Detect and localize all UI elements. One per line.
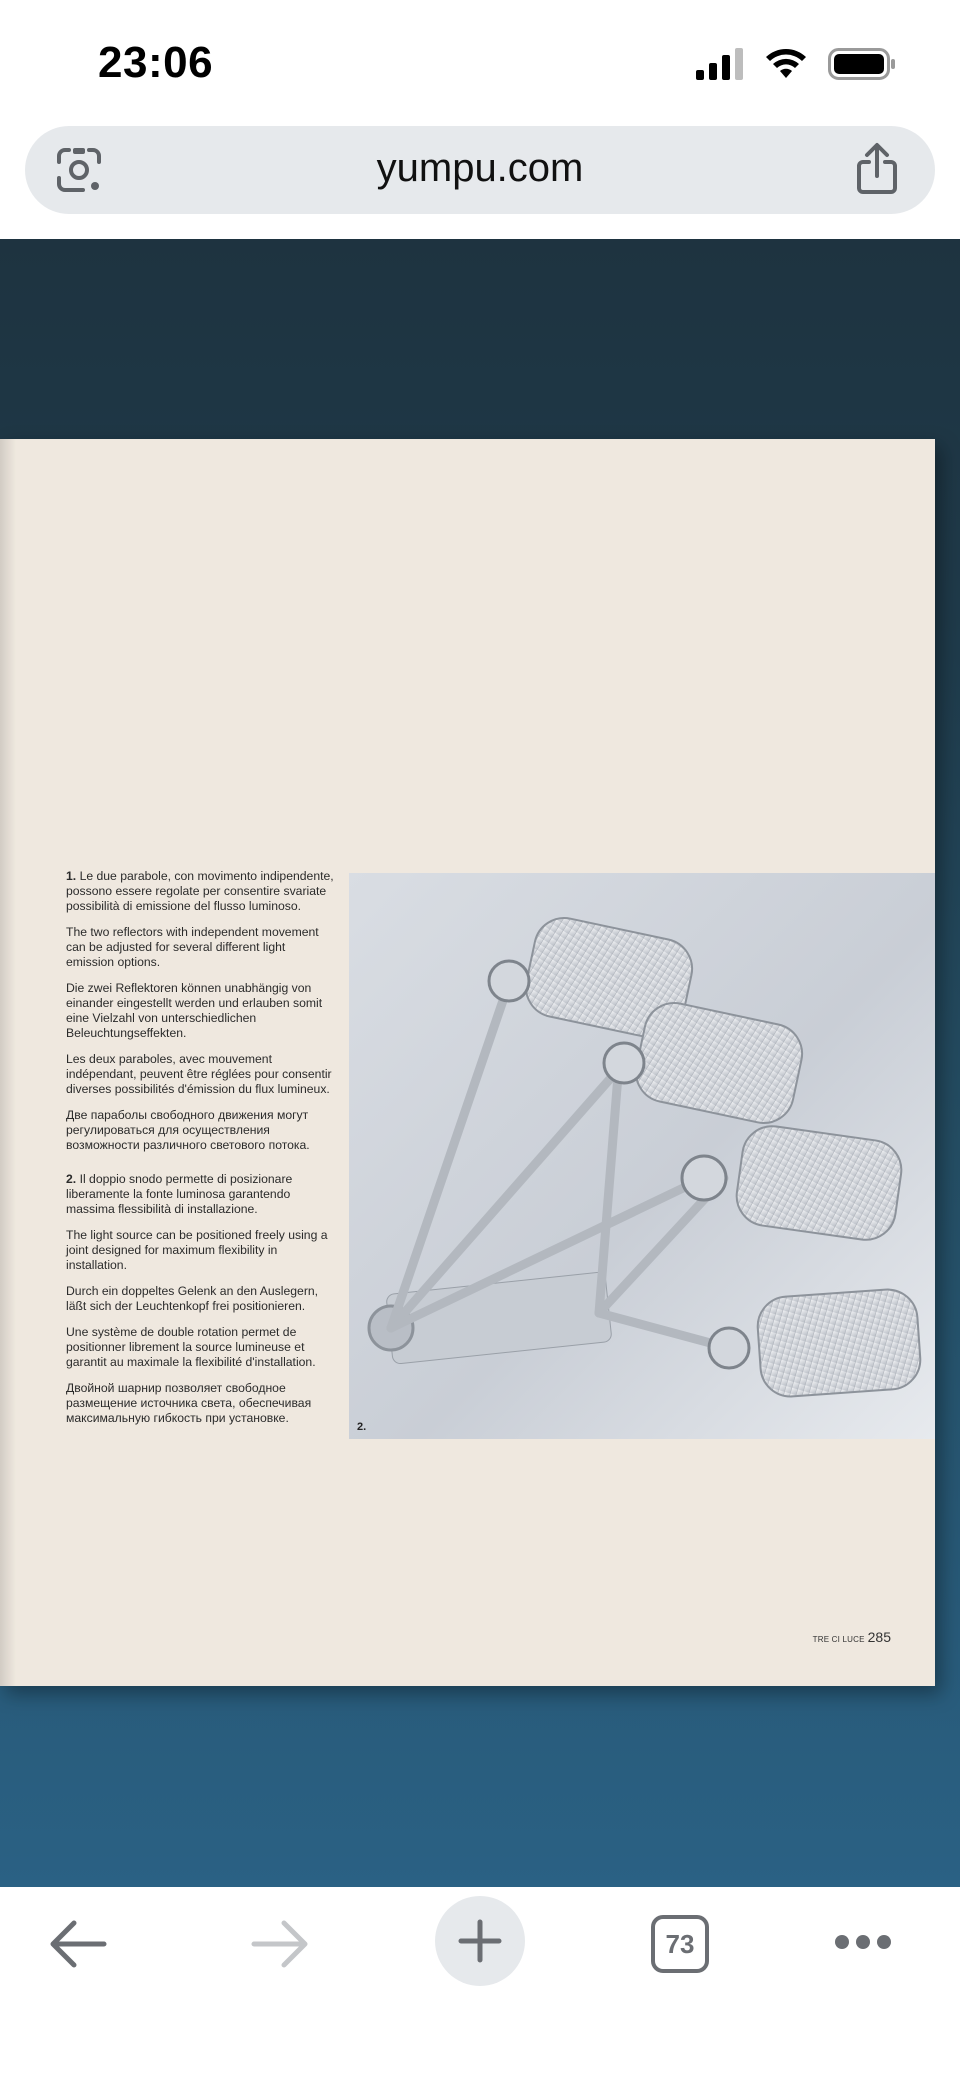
back-arrow-icon[interactable]: [48, 1917, 108, 1971]
section2-de: Durch ein doppeltes Gelenk an den Auslegern, läßt sich der Leuchtenkopf frei positionieren.: [66, 1284, 319, 1313]
section1-it: [66, 869, 336, 914]
status-bar: [0, 0, 960, 120]
page-spine-shadow: [0, 439, 16, 1686]
battery-icon: [828, 48, 896, 80]
wifi-icon: [764, 48, 808, 80]
forward-arrow-icon[interactable]: [250, 1917, 310, 1971]
new-tab-button[interactable]: [435, 1896, 525, 1986]
section1-fr: Les deux paraboles, avec mouvement indépendant, peuvent être réglées pour consentir diverses possibilités d'émission du flux lumineux.: [66, 1052, 332, 1096]
folio-page-number: 285: [867, 1629, 891, 1645]
status-icons: [696, 44, 896, 84]
section2-it-text: Il doppio snodo permette di posizionare liberamente la fonte luminosa garantendo massima flessibilità di installazione.: [66, 1172, 293, 1216]
folio-brand: TRE CI LUCE: [812, 1635, 865, 1644]
url-text[interactable]: yumpu.com: [376, 146, 584, 190]
web-content[interactable]: [0, 239, 960, 1887]
section2-number: 2.: [66, 1172, 77, 1186]
section2-en: The light source can be positioned freely using a joint designed for maximum flexibility in installation.: [66, 1228, 328, 1272]
cellular-signal-icon: [696, 48, 744, 80]
bottom-toolbar: [0, 1887, 960, 2078]
section1-de: Die zwei Reflektoren können unabhängig von einander eingestellt werden und erlauben somit eine Vielzahl von unterschiedlichen Beleuchtungseffekten.: [66, 981, 323, 1040]
section1-number: 1.: [66, 869, 77, 883]
lamp-photo: [349, 873, 935, 1439]
description-text-column: [66, 869, 336, 1437]
wall-lamp-illustration: [349, 873, 935, 1439]
share-icon[interactable]: [853, 142, 901, 196]
status-time: 23:06: [98, 38, 214, 87]
plus-icon: [457, 1918, 503, 1964]
section1-ru: Две параболы свободного движения могут регулироваться для осуществления возможности различного светового потока.: [66, 1108, 310, 1152]
page-folio: [813, 1629, 891, 1645]
document-page: [0, 439, 935, 1686]
tab-count-button[interactable]: 73: [651, 1915, 709, 1973]
photo-caption-number: 2.: [357, 1421, 367, 1433]
section2-ru: Двойной шарнир позволяет свободное размещение источника света, обеспечивая максимальную гибкость при установке.: [66, 1381, 312, 1425]
address-bar[interactable]: [25, 126, 935, 214]
section1-it-text: Le due parabole, con movimento indipendente, possono essere regolate per consentire svariate possibilità di emissione del flusso luminoso.: [66, 869, 334, 913]
more-icon[interactable]: [834, 1933, 892, 1951]
section2-fr: Une système de double rotation permet de positionner librement la source lumineuse et garantit au maximale la flexibilité d'installation.: [66, 1325, 316, 1369]
section2-it: [66, 1172, 336, 1217]
section1-en: The two reflectors with independent movement can be adjusted for several different light emission options.: [66, 925, 319, 969]
